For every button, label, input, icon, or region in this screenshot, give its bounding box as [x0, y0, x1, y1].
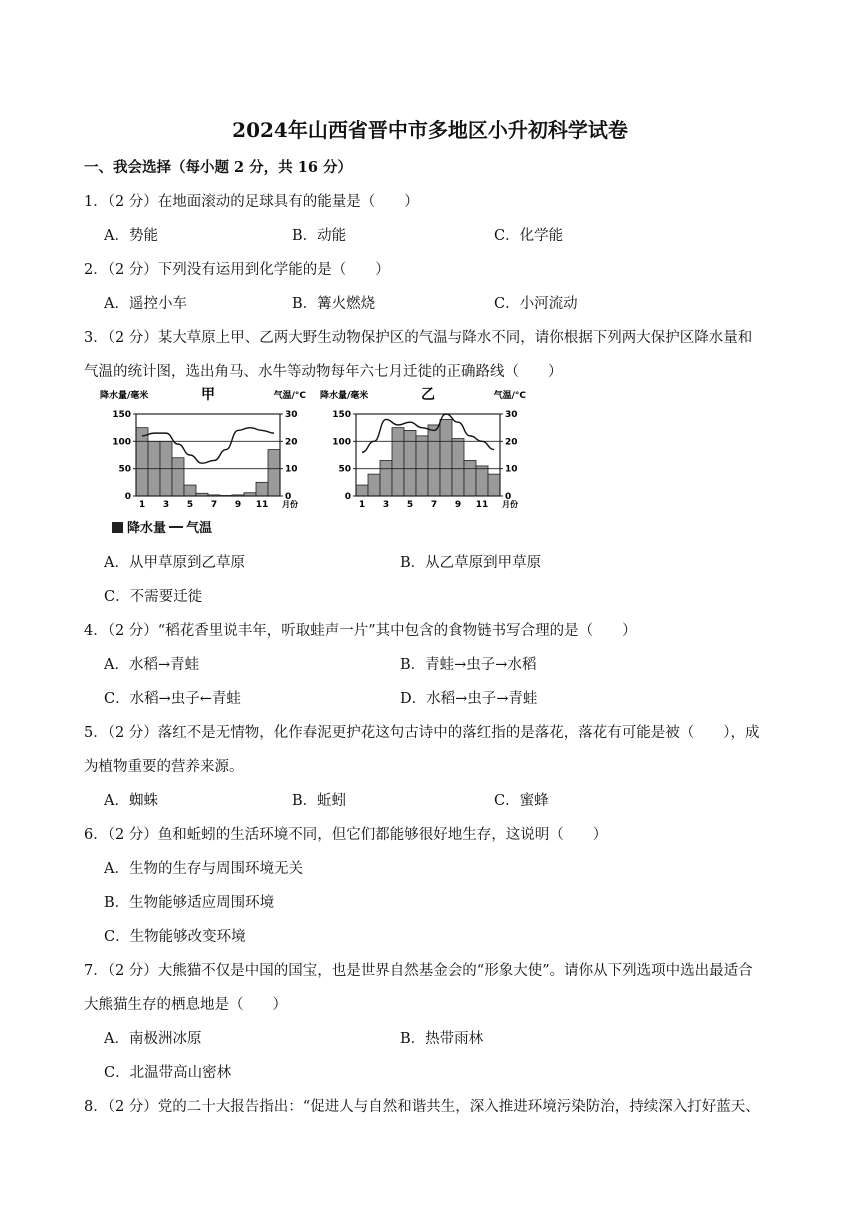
q7-option-b: B．热带雨林	[400, 1031, 484, 1047]
precip-bar	[404, 430, 416, 496]
precip-bar	[440, 419, 452, 496]
question-2-stem: 2．（2 分）下列没有运用到化学能的是（ ）	[84, 262, 390, 278]
x-tick-label: 1	[138, 500, 146, 510]
x-tick-label: 9	[234, 500, 242, 510]
precip-bar	[464, 460, 476, 496]
precip-bar	[476, 466, 488, 496]
q7-option-c: C．北温带高山密林	[104, 1065, 232, 1081]
q6-option-b: B．生物能够适应周围环境	[104, 895, 275, 911]
question-3-stem-line2: 气温的统计图，选出角马、水牛等动物每年六七月迁徙的正确路线（ ）	[84, 364, 563, 380]
y-tick-label: 100	[332, 437, 351, 448]
page-title: 2024年山西省晋中市多地区小升初科学试卷	[232, 118, 628, 142]
y2-tick-label: 30	[285, 410, 298, 420]
q1-option-c: C．化学能	[494, 228, 564, 244]
y2-tick-label: 10	[505, 464, 518, 475]
precip-bar	[488, 474, 500, 496]
q2-option-a: A．遥控小车	[104, 296, 187, 312]
question-7-stem-line1: 7．（2 分）大熊猫不仅是中国的国宝，也是世界自然基金会的“形象大使”。请你从下列选项中选出最适合	[84, 963, 753, 979]
precip-legend-swatch	[112, 522, 123, 533]
y2-tick-label: 20	[285, 437, 298, 448]
precip-bar	[172, 458, 184, 496]
question-6-stem: 6．（2 分）鱼和蚯蚓的生活环境不同，但它们都能够很好地生存，这说明（ ）	[84, 827, 608, 843]
y2-axis-label: 气温/°C	[273, 391, 306, 401]
precip-bar	[356, 485, 368, 496]
question-1-stem: 1．（2 分）在地面滚动的足球具有的能量是（ ）	[84, 194, 419, 210]
y2-tick-label: 10	[285, 464, 298, 475]
y-tick-label: 100	[112, 437, 131, 448]
y2-axis-label: 气温/°C	[493, 391, 526, 401]
y-tick-label: 0	[124, 492, 131, 502]
x-tick-label: 5	[186, 500, 194, 510]
q3-option-a: A．从甲草原到乙草原	[104, 555, 245, 571]
y-tick-label: 150	[112, 410, 131, 420]
precip-bar	[268, 450, 280, 496]
chart-title: 乙	[421, 387, 435, 403]
q7-option-a: A．南极洲冰原	[104, 1031, 202, 1047]
q5-option-b: B．蚯蚓	[292, 793, 347, 809]
q4-option-d: D．水稻→虫子→青蛙	[400, 691, 538, 707]
x-tick-label: 9	[454, 500, 462, 510]
q4-option-c: C．水稻→虫子←青蛙	[104, 691, 241, 707]
q3-option-b: B．从乙草原到甲草原	[400, 555, 542, 571]
y-axis-label: 降水量/毫米	[320, 391, 369, 401]
precip-bar	[416, 436, 428, 496]
x-tick-label: 3	[162, 500, 170, 510]
q1-option-a: A．势能	[104, 228, 158, 244]
x-tick-label: 11	[255, 500, 269, 510]
question-7-stem-line2: 大熊猫生存的栖息地是（ ）	[84, 997, 287, 1013]
precip-bar	[256, 482, 268, 496]
y-axis-label: 降水量/毫米	[100, 391, 149, 401]
y2-tick-label: 0	[285, 492, 292, 502]
q3-option-c: C．不需要迁徙	[104, 589, 203, 605]
y2-tick-label: 20	[505, 437, 518, 448]
question-5-stem-line2: 为植物重要的营养来源。	[84, 759, 244, 775]
chart-jia	[98, 384, 308, 514]
precip-bar	[368, 474, 380, 496]
question-5-stem-line1: 5．（2 分）落红不是无情物，化作春泥更护花这句古诗中的落红指的是落花，落花有可能是被（ ），成	[84, 725, 760, 741]
x-tick-label: 5	[406, 500, 414, 510]
q1-option-b: B．动能	[292, 228, 347, 244]
y-tick-label: 150	[332, 410, 351, 420]
y-tick-label: 0	[344, 492, 351, 502]
q2-option-b: B．篝火燃烧	[292, 296, 376, 312]
q4-option-b: B．青蛙→虫子→水稻	[400, 657, 537, 673]
section-heading: 一、我会选择（每小题 2 分，共 16 分）	[84, 159, 352, 176]
legend-temp-label: 气温	[186, 521, 213, 536]
legend-precip-label: 降水量	[127, 521, 167, 536]
q5-option-c: C．蜜蜂	[494, 793, 549, 809]
y2-tick-label: 30	[505, 410, 518, 420]
precip-bar	[184, 485, 196, 496]
x-tick-label: 7	[210, 500, 218, 510]
precip-bar	[392, 428, 404, 496]
x-axis-label: 月份	[282, 500, 298, 509]
chart-legend	[112, 517, 212, 536]
chart-title: 甲	[201, 387, 215, 403]
y-tick-label: 50	[118, 464, 131, 475]
y2-tick-label: 0	[505, 492, 512, 502]
x-tick-label: 3	[382, 500, 390, 510]
q2-option-c: C．小河流动	[494, 296, 578, 312]
q6-option-a: A．生物的生存与周围环境无关	[104, 861, 303, 877]
question-4-stem: 4．（2 分）“稻花香里说丰年，听取蛙声一片”其中包含的食物链书写合理的是（ ）	[84, 623, 637, 639]
x-tick-label: 1	[358, 500, 366, 510]
x-tick-label: 11	[475, 500, 489, 510]
precip-bar	[136, 428, 148, 496]
precip-bar	[452, 439, 464, 496]
x-axis-label: 月份	[502, 500, 518, 509]
x-tick-label: 7	[430, 500, 438, 510]
question-8-stem-line1: 8．（2 分）党的二十大报告指出：“促进人与自然和谐共生，深入推进环境污染防治，持续深入打好蓝天、	[84, 1099, 760, 1115]
temp-legend-line	[169, 526, 183, 528]
question-3-stem-line1: 3．（2 分）某大草原上甲、乙两大野生动物保护区的气温与降水不同，请你根据下列两大保护区降水量和	[84, 330, 753, 346]
y-tick-label: 50	[338, 464, 351, 475]
chart-yi	[318, 384, 528, 514]
precip-bar	[428, 425, 440, 496]
q5-option-a: A．蜘蛛	[104, 793, 158, 809]
q6-option-c: C．生物能够改变环境	[104, 929, 246, 945]
q4-option-a: A．水稻→青蛙	[104, 657, 200, 673]
precip-bar	[380, 460, 392, 496]
